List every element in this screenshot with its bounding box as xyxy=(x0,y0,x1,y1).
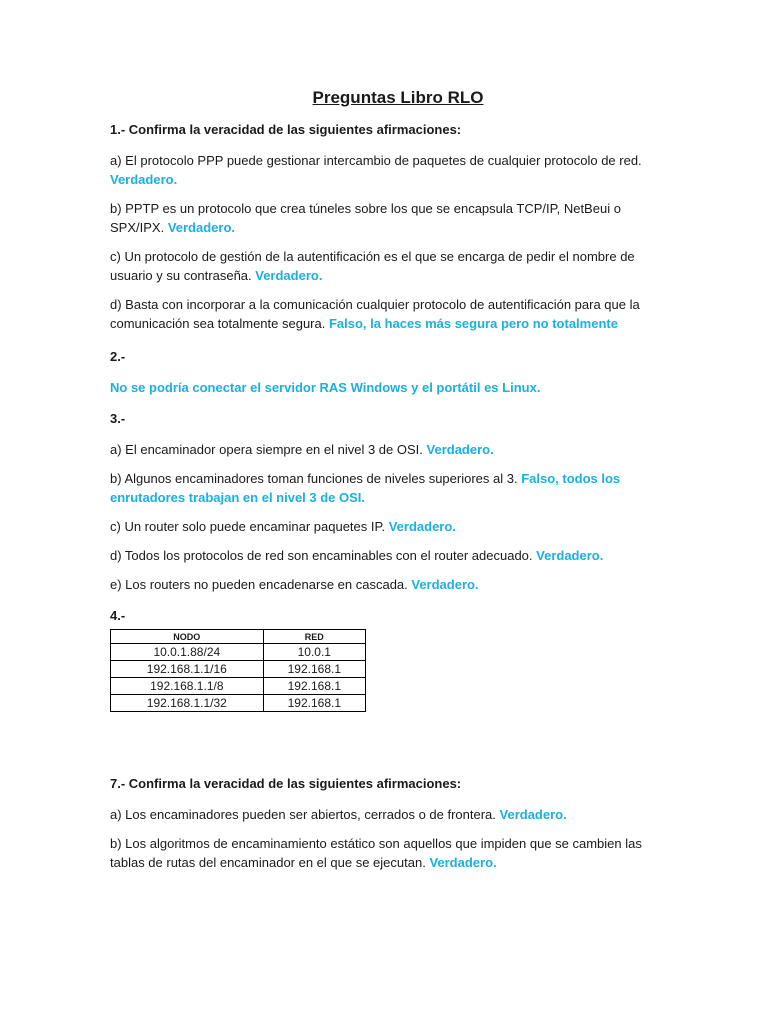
question-7-heading: 7.- Confirma la veracidad de las siguientes afirmaciones: xyxy=(110,776,462,791)
answer-text: Verdadero. xyxy=(388,519,456,534)
table-cell-nodo: 192.168.1.1/32 xyxy=(111,695,264,712)
answer-text: Verdadero. xyxy=(167,220,236,235)
answer-text: Verdadero. xyxy=(536,548,604,563)
table-row xyxy=(111,644,366,661)
q7-statement-b xyxy=(110,834,658,872)
table-row xyxy=(111,695,366,712)
table-cell-nodo: 192.168.1.1/16 xyxy=(111,661,264,678)
q3-statement-d xyxy=(110,546,658,565)
statement-text: c) Un protocolo de gestión de la autentificación es el que se encarga de pedir el nombre de usuario y su contraseña. xyxy=(110,249,635,283)
statement-text: e) Los routers no pueden encadenarse en cascada. xyxy=(110,577,412,592)
table-cell-nodo: 10.0.1.88/24 xyxy=(111,644,264,661)
statement-text: d) Basta con incorporar a la comunicación cualquier protocolo de autentificación para que la comunicación sea totalmente segura. xyxy=(110,297,640,331)
q1-statement-b xyxy=(110,199,658,237)
statement-text: c) Un router solo puede encaminar paquetes IP. xyxy=(110,519,389,534)
document-page xyxy=(110,88,658,882)
q1-statement-a xyxy=(110,151,658,189)
q7-statement-a xyxy=(110,805,658,824)
question-2-answer: No se podría conectar el servidor RAS Windows y el portátil es Linux. xyxy=(110,380,541,395)
document-title: Preguntas Libro RLO xyxy=(312,88,484,107)
network-table xyxy=(110,629,366,712)
q1-statement-d xyxy=(110,295,658,333)
q1-statement-c xyxy=(110,247,658,285)
question-4-heading: 4.- xyxy=(110,608,126,623)
answer-text: Falso, la haces más segura pero no totalmente xyxy=(328,316,618,331)
question-3-heading: 3.- xyxy=(110,411,126,426)
q3-statement-e xyxy=(110,575,658,594)
answer-text: Verdadero. xyxy=(255,268,323,283)
statement-text: a) El protocolo PPP puede gestionar intercambio de paquetes de cualquier protocolo de red. xyxy=(110,153,642,168)
statement-text: a) El encaminador opera siempre en el nivel 3 de OSI. xyxy=(110,442,427,457)
column-header-nodo: NODO xyxy=(111,630,264,644)
q3-statement-c xyxy=(110,517,658,536)
answer-text: Verdadero. xyxy=(426,442,494,457)
statement-text: b) PPTP es un protocolo que crea túneles sobre los que se encapsula TCP/IP, NetBeui o SPX/IPX. xyxy=(110,201,621,235)
table-row xyxy=(111,661,366,678)
answer-text: Verdadero. xyxy=(429,855,497,870)
statement-text: d) Todos los protocolos de red son encaminables con el router adecuado. xyxy=(110,548,537,563)
answer-text: Verdadero. xyxy=(499,807,567,822)
table-cell-red: 10.0.1 xyxy=(263,644,365,661)
answer-text: Falso, todos los enrutadores trabajan en el nivel 3 de OSI. xyxy=(110,471,621,505)
table-cell-red: 192.168.1 xyxy=(263,661,365,678)
question-2-heading: 2.- xyxy=(110,349,126,364)
table-cell-nodo: 192.168.1.1/8 xyxy=(111,678,264,695)
q3-statement-b xyxy=(110,469,658,507)
answer-text: Verdadero. xyxy=(110,172,178,187)
answer-text: Verdadero. xyxy=(411,577,479,592)
table-header-row xyxy=(111,630,366,644)
table-cell-red: 192.168.1 xyxy=(263,695,365,712)
table-row xyxy=(111,678,366,695)
statement-text: b) Los algoritmos de encaminamiento estático son aquellos que impiden que se cambien las tablas de rutas del encaminador en el que se ejecutan. xyxy=(110,836,642,870)
q3-statement-a xyxy=(110,440,658,459)
table-cell-red: 192.168.1 xyxy=(263,678,365,695)
statement-text: a) Los encaminadores pueden ser abiertos, cerrados o de frontera. xyxy=(110,807,500,822)
question-1-heading: 1.- Confirma la veracidad de las siguientes afirmaciones: xyxy=(110,122,462,137)
column-header-red: RED xyxy=(263,630,365,644)
statement-text: b) Algunos encaminadores toman funciones de niveles superiores al 3. xyxy=(110,471,522,486)
